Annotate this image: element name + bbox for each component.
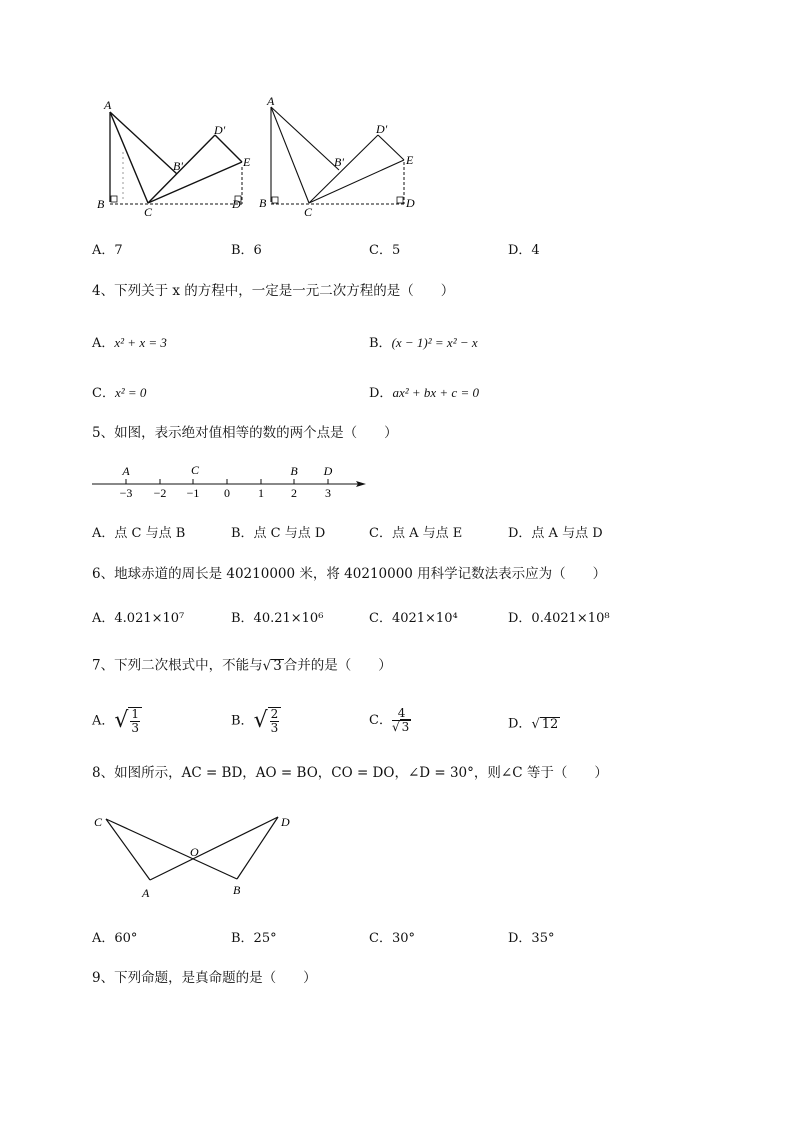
fig2-label-C: C — [304, 205, 313, 217]
q6-choice-a[interactable]: A．4.021×10⁷ — [92, 611, 185, 626]
q3-figure-2 — [256, 92, 426, 217]
q5-stem: 5、如图，表示绝对值相等的数的两个点是（ ） — [92, 425, 398, 441]
q3-figure-1 — [95, 92, 265, 217]
q3-choice-a[interactable]: A．7 — [92, 243, 123, 258]
q7-stem-post: 合并的是（ ） — [283, 657, 392, 674]
q7-c-num: 4 — [392, 707, 411, 721]
q5-tick-label: 3 — [325, 486, 331, 500]
q7-b-num: 2 — [270, 707, 279, 721]
q7-choice-d[interactable] — [508, 717, 560, 731]
q8-label-C: C — [94, 815, 103, 829]
q5-point-D: D — [323, 464, 333, 478]
q8-stem: 8、如图所示，AC = BD，AO = BO，CO = DO，∠D = 30°，则∠C 等于（ ） — [92, 765, 608, 781]
q4-b-expr: (x − 1)² = x² − x — [391, 335, 478, 350]
q6-choice-c[interactable]: C．4021×10⁴ — [369, 611, 458, 626]
q5-tick-label: −2 — [153, 486, 167, 500]
q5-number-line — [90, 462, 370, 504]
fig1-label-D: D — [232, 197, 241, 211]
fig1-label-B: B — [97, 197, 105, 211]
fig1-label-A: A — [104, 98, 112, 112]
fig2-label-A: A — [267, 94, 275, 108]
q8-choice-c[interactable]: C．30° — [369, 931, 415, 946]
q7-a-num: 1 — [131, 707, 140, 721]
q4-choice-c[interactable] — [92, 386, 146, 400]
q7-a-label: A． — [92, 713, 115, 729]
fig1-label-Dprime: D' — [214, 123, 226, 137]
fig2-label-D: D — [406, 196, 415, 210]
q7-choice-b[interactable] — [231, 707, 281, 735]
q4-c-expr: x² = 0 — [114, 385, 147, 400]
q8-choice-a[interactable]: A．60° — [92, 931, 138, 946]
q7-d-root: 12 — [541, 717, 559, 732]
q8-figure — [90, 806, 305, 901]
q7-b-label: B． — [231, 713, 254, 729]
q4-stem: 4、下列关于 x 的方程中，一定是一元二次方程的是（ ） — [92, 283, 455, 299]
fig1-label-E: E — [243, 155, 251, 169]
q7-stem-pre: 7、下列二次根式中，不能与 — [92, 657, 263, 674]
q5-choice-c[interactable]: C．点 A 与点 E — [369, 526, 463, 541]
q5-choice-b[interactable]: B．点 C 与点 D — [231, 526, 326, 541]
fig1-label-Bprime: B' — [173, 159, 183, 173]
q6-choice-d[interactable]: D．0.4021×10⁸ — [508, 611, 610, 626]
q3-choice-d[interactable]: D．4 — [508, 243, 540, 258]
q6-choice-b[interactable]: B．40.21×10⁶ — [231, 611, 324, 626]
q5-tick-label: −3 — [119, 486, 133, 500]
q5-tick-label: 0 — [224, 486, 230, 500]
q8-label-D: D — [281, 815, 290, 829]
fig2-label-Bprime: B' — [334, 155, 344, 169]
q3-choice-b[interactable]: B．6 — [231, 243, 262, 258]
sqrt-icon: √ — [531, 716, 540, 732]
q4-a-label: A． — [92, 336, 115, 351]
q7-stem-root: 3 — [273, 658, 282, 674]
sqrt-icon: √ — [253, 708, 268, 734]
fig1-label-C: C — [144, 205, 153, 217]
q4-choice-d[interactable] — [369, 386, 479, 400]
q9-stem: 9、下列命题，是真命题的是（ ） — [92, 970, 317, 986]
sqrt-icon: √ 3 — [262, 657, 282, 674]
q5-point-A: A — [122, 464, 130, 478]
q8-label-A: A — [142, 886, 150, 900]
fig2-label-E: E — [406, 153, 414, 167]
q6-stem: 6、地球赤道的周长是 40210000 米，将 40210000 用科学记数法表示应为（ ） — [92, 566, 607, 582]
q5-choice-d[interactable]: D．点 A 与点 D — [508, 526, 603, 541]
q4-a-expr: x² + x = 3 — [114, 335, 167, 350]
q5-point-C: C — [190, 463, 200, 477]
q4-c-label: C． — [92, 386, 115, 401]
q8-label-O: O — [190, 845, 199, 859]
q4-d-label: D． — [369, 386, 393, 401]
sqrt-icon: √ — [391, 720, 400, 735]
q4-b-label: B． — [369, 336, 392, 351]
q7-stem — [92, 659, 392, 674]
sqrt-icon: √ — [114, 708, 129, 734]
q5-point-B: B — [290, 464, 298, 478]
fig2-label-B: B — [259, 196, 267, 210]
q7-c-den: 3 — [401, 720, 410, 735]
q5-choice-a[interactable]: A．点 C 与点 B — [92, 526, 186, 541]
fig2-label-Dprime: D' — [376, 122, 388, 136]
q8-choice-b[interactable]: B．25° — [231, 931, 277, 946]
q3-choice-c[interactable]: C．5 — [369, 243, 401, 258]
q7-d-label: D． — [508, 716, 532, 732]
q4-choice-b[interactable] — [369, 336, 478, 350]
q7-a-den: 3 — [131, 721, 140, 736]
q7-b-den: 3 — [270, 721, 279, 736]
q7-choice-a[interactable] — [92, 707, 142, 735]
q4-d-expr: ax² + bx + c = 0 — [392, 385, 479, 400]
q8-choice-d[interactable]: D．35° — [508, 931, 555, 946]
q5-tick-label: 1 — [258, 486, 264, 500]
q4-choice-a[interactable] — [92, 336, 167, 350]
q5-tick-label: −1 — [186, 486, 200, 500]
q7-c-label: C． — [369, 713, 392, 729]
q8-label-B: B — [233, 883, 241, 897]
q5-tick-label: 2 — [291, 486, 297, 500]
q7-choice-c[interactable] — [369, 707, 411, 734]
